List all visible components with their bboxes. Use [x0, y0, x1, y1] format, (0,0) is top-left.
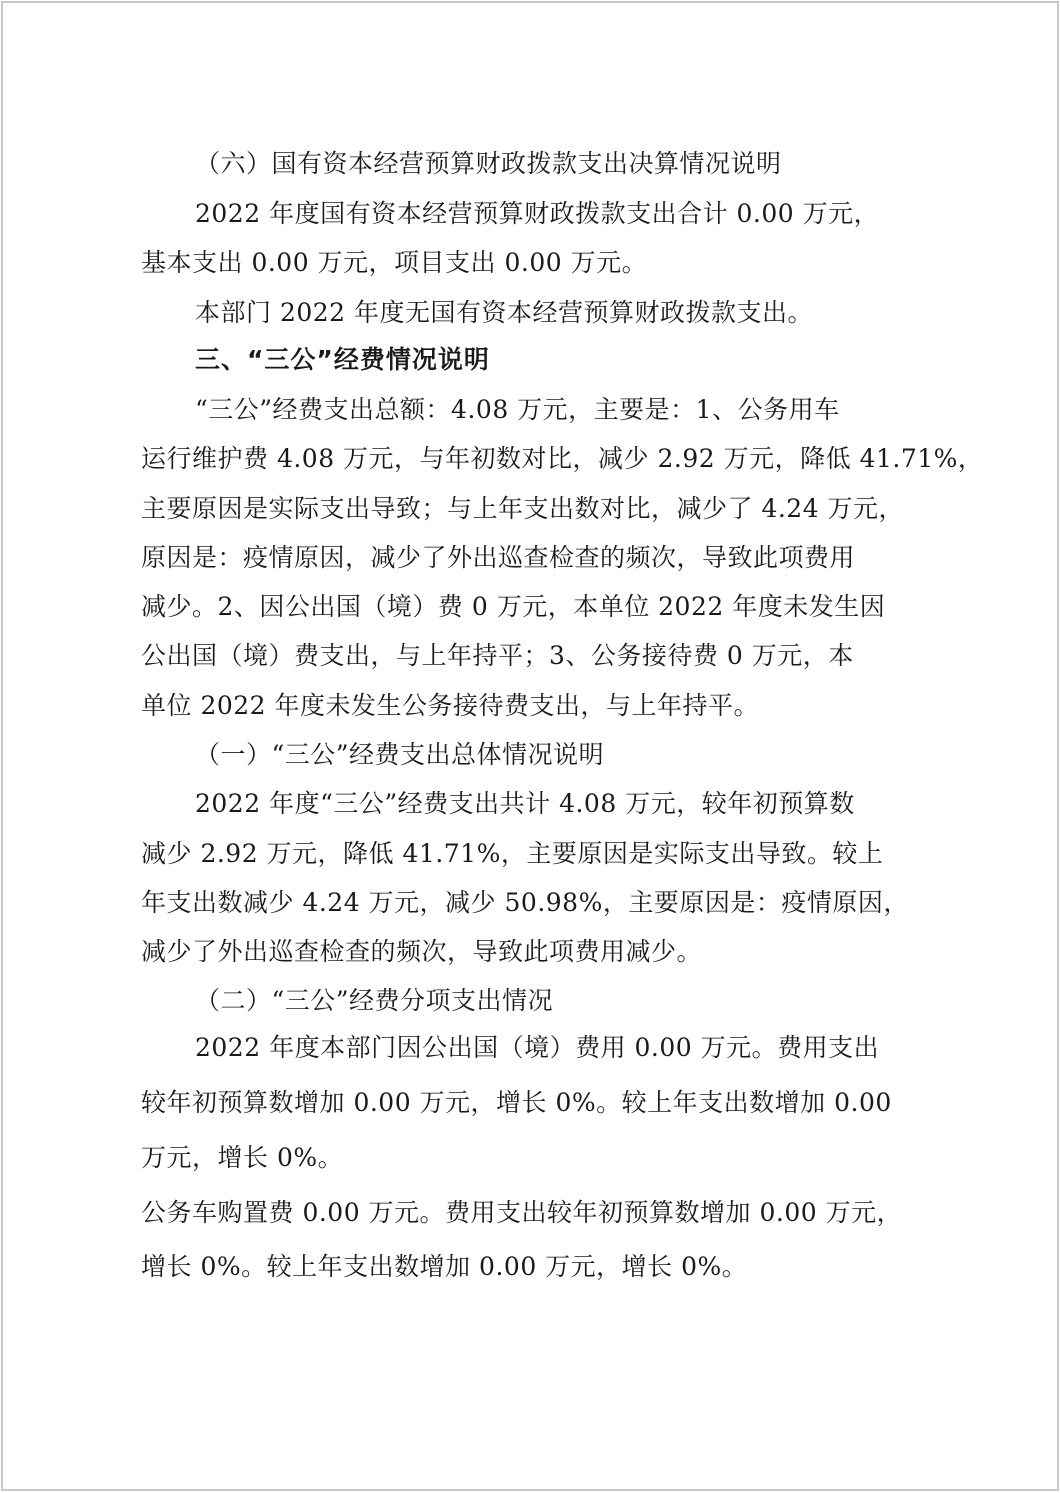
paragraph-line: 增长 0%。较上年支出数增加 0.00 万元，增长 0%。: [141, 1252, 748, 1281]
paragraph-line: 2022 年度国有资本经营预算财政拨款支出合计 0.00 万元，: [195, 199, 880, 228]
paragraph-line: 年支出数减少 4.24 万元，减少 50.98%，主要原因是：疫情原因，: [141, 888, 909, 917]
paragraph-line: 运行维护费 4.08 万元，与年初数对比，减少 2.92 万元，降低 41.71%，: [141, 444, 984, 473]
paragraph-line: 减少 2.92 万元，降低 41.71%，主要原因是实际支出导致。较上: [141, 839, 884, 868]
paragraph-line: 基本支出 0.00 万元，项目支出 0.00 万元。: [141, 248, 648, 277]
paragraph-line: “三公”经费支出总额：4.08 万元，主要是：1、公务用车: [195, 395, 840, 424]
section-heading-2: （二）“三公”经费分项支出情况: [195, 986, 554, 1015]
paragraph-line: 公务车购置费 0.00 万元。费用支出较年初预算数增加 0.00 万元，: [141, 1198, 903, 1227]
paragraph-line: 本部门 2022 年度无国有资本经营预算财政拨款支出。: [195, 298, 814, 327]
document-page: [1, 1, 1059, 1491]
section-heading-1: （一）“三公”经费支出总体情况说明: [195, 740, 605, 769]
paragraph-line: 2022 年度本部门因公出国（境）费用 0.00 万元。费用支出: [195, 1033, 880, 1062]
paragraph-line: 公出国（境）费支出，与上年持平；3、公务接待费 0 万元，本: [141, 641, 854, 670]
paragraph-line: 原因是：疫情原因，减少了外出巡查检查的频次，导致此项费用: [141, 543, 856, 572]
paragraph-line: 减少了外出巡查检查的频次，导致此项费用减少。: [141, 937, 703, 966]
section-heading-6: （六）国有资本经营预算财政拨款支出决算情况说明: [195, 149, 782, 178]
section-heading-3: 三、“三公”经费情况说明: [195, 345, 490, 374]
paragraph-line: 主要原因是实际支出导致；与上年支出数对比，减少了 4.24 万元，: [141, 494, 905, 523]
paragraph-line: 2022 年度“三公”经费支出共计 4.08 万元，较年初预算数: [195, 789, 855, 818]
paragraph-line: 万元，增长 0%。: [141, 1143, 344, 1172]
paragraph-line: 单位 2022 年度未发生公务接待费支出，与上年持平。: [141, 691, 760, 720]
paragraph-line: 减少。2、因公出国（境）费 0 万元，本单位 2022 年度未发生因: [141, 592, 886, 621]
paragraph-line: 较年初预算数增加 0.00 万元，增长 0%。较上年支出数增加 0.00: [141, 1088, 892, 1117]
